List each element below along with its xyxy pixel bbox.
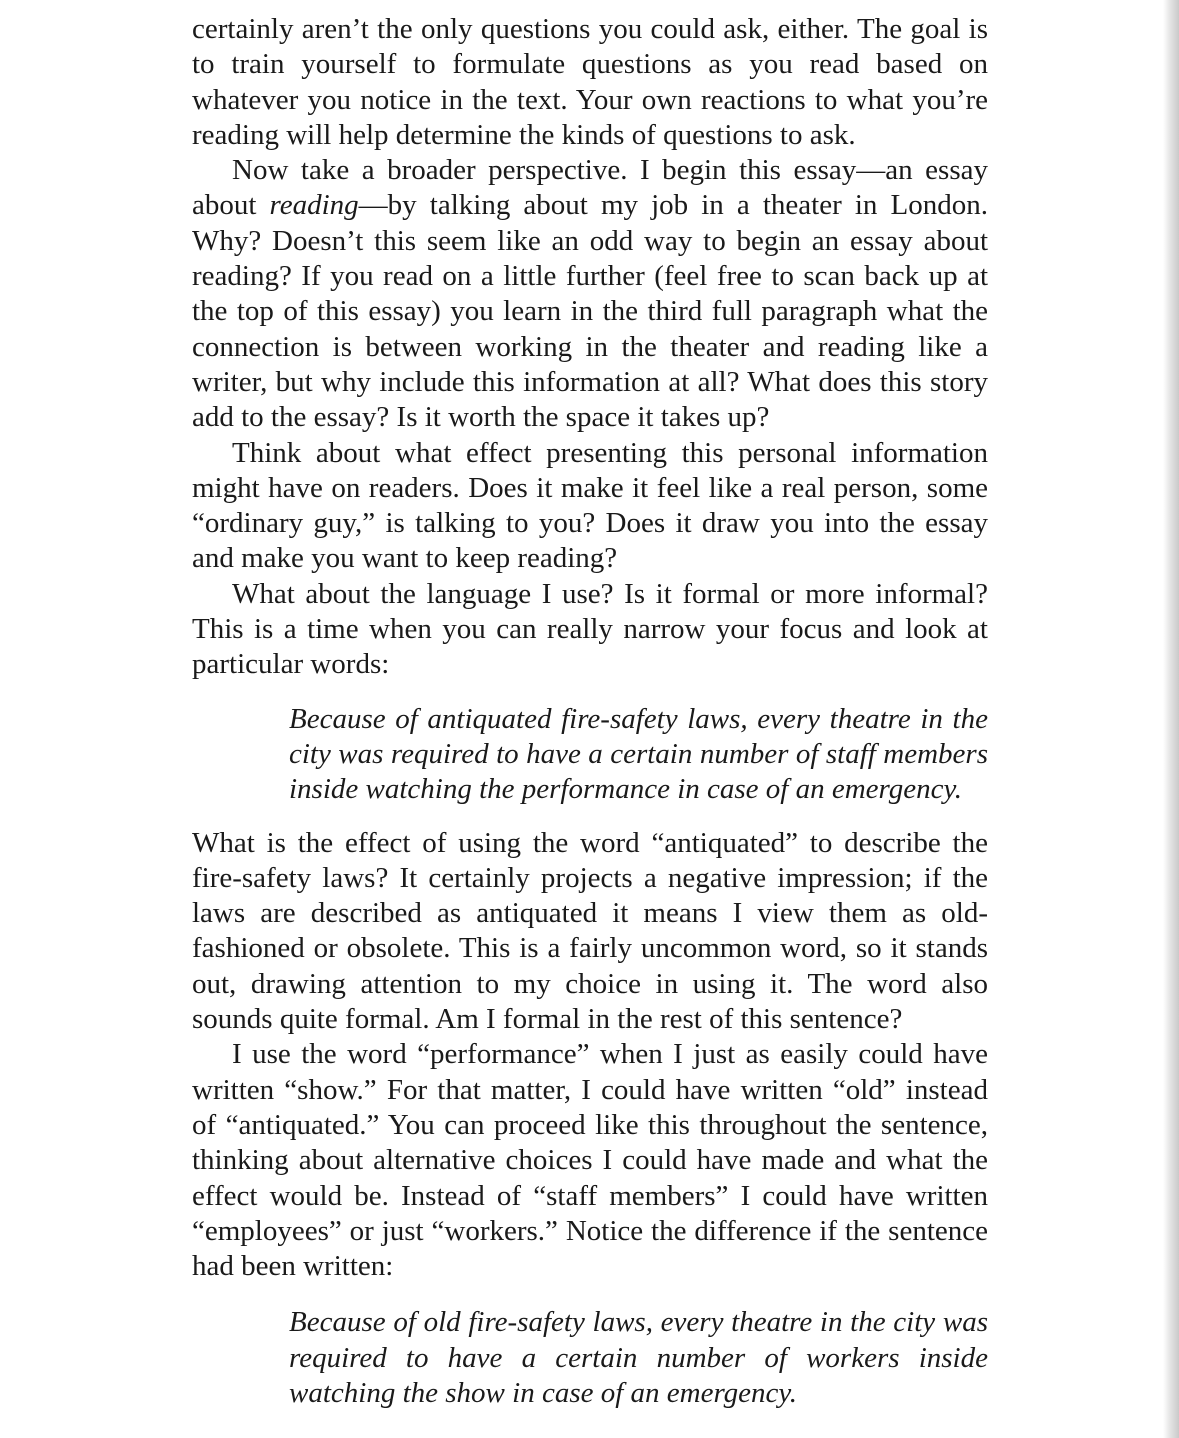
page-edge-shadow <box>1163 0 1179 1438</box>
block-quote-rewritten-sentence: Because of old fire-safety laws, every theatre in the city was required to have a certain number of workers inside watching the show in case of an emergency. <box>289 1306 988 1409</box>
paragraph-continuation: certainly aren’t the only questions you could ask, either. The goal is to train yourself to formulate questions as you read based on whatever you notice in the text. Your own reactions to what you’re reading will help determine the kinds of questions to ask. <box>192 13 988 151</box>
paragraph-word-choices: I use the word “performance” when I just as easily could have written “show.” For that matter, I could have written “old” instead of “antiquated.” You can proceed like this throughout the sentence, thinking about alternative choices I could have made and what the effect would be. Instead of “staff members” I could have written “employees” or just “workers.” Notice the difference if the sentence had been written: <box>192 1038 988 1283</box>
paragraph-broader-perspective-lead: Now take a broader perspective. I begin this essay—an essay about <box>192 154 988 222</box>
paragraph-broader-perspective-tail: —by talking about my job in a theater in London. Why? Doesn’t this seem like an odd way to begin an essay about reading? If you read on a little further (feel free to scan back up at the top of this essay) you learn in the third full paragraph what the connection is between working in the theater and reading like a writer, but why include this information at all? What does this story add to the essay? Is it worth the space it takes up? <box>192 189 988 434</box>
paragraph-broader-perspective <box>192 153 988 435</box>
paragraph-language: What about the language I use? Is it formal or more informal? This is a time when you can really narrow your focus and look at particular words: <box>192 577 988 681</box>
paragraph-antiquated-effect: What is the effect of using the word “antiquated” to describe the fire-safety laws? It certainly projects a negative impression; if the laws are described as antiquated it means I view them as old-fashioned or obsolete. This is a fairly uncommon word, so it stands out, drawing attention to my choice in using it. The word also sounds quite formal. Am I formal in the rest of this sentence? <box>192 826 988 1036</box>
paragraph-personal-information: Think about what effect presenting this personal information might have on readers. Does it make it feel like a real person, some “ordinary guy,” is talking to you? Does it draw you into the essay and make you want to keep reading? <box>192 436 988 575</box>
document-page <box>192 12 988 1411</box>
italic-word-reading: reading <box>269 189 359 222</box>
block-quote-original-sentence: Because of antiquated fire-safety laws, every theatre in the city was required to have a certain number of staff members inside watching the performance in case of an emergency. <box>289 702 988 806</box>
